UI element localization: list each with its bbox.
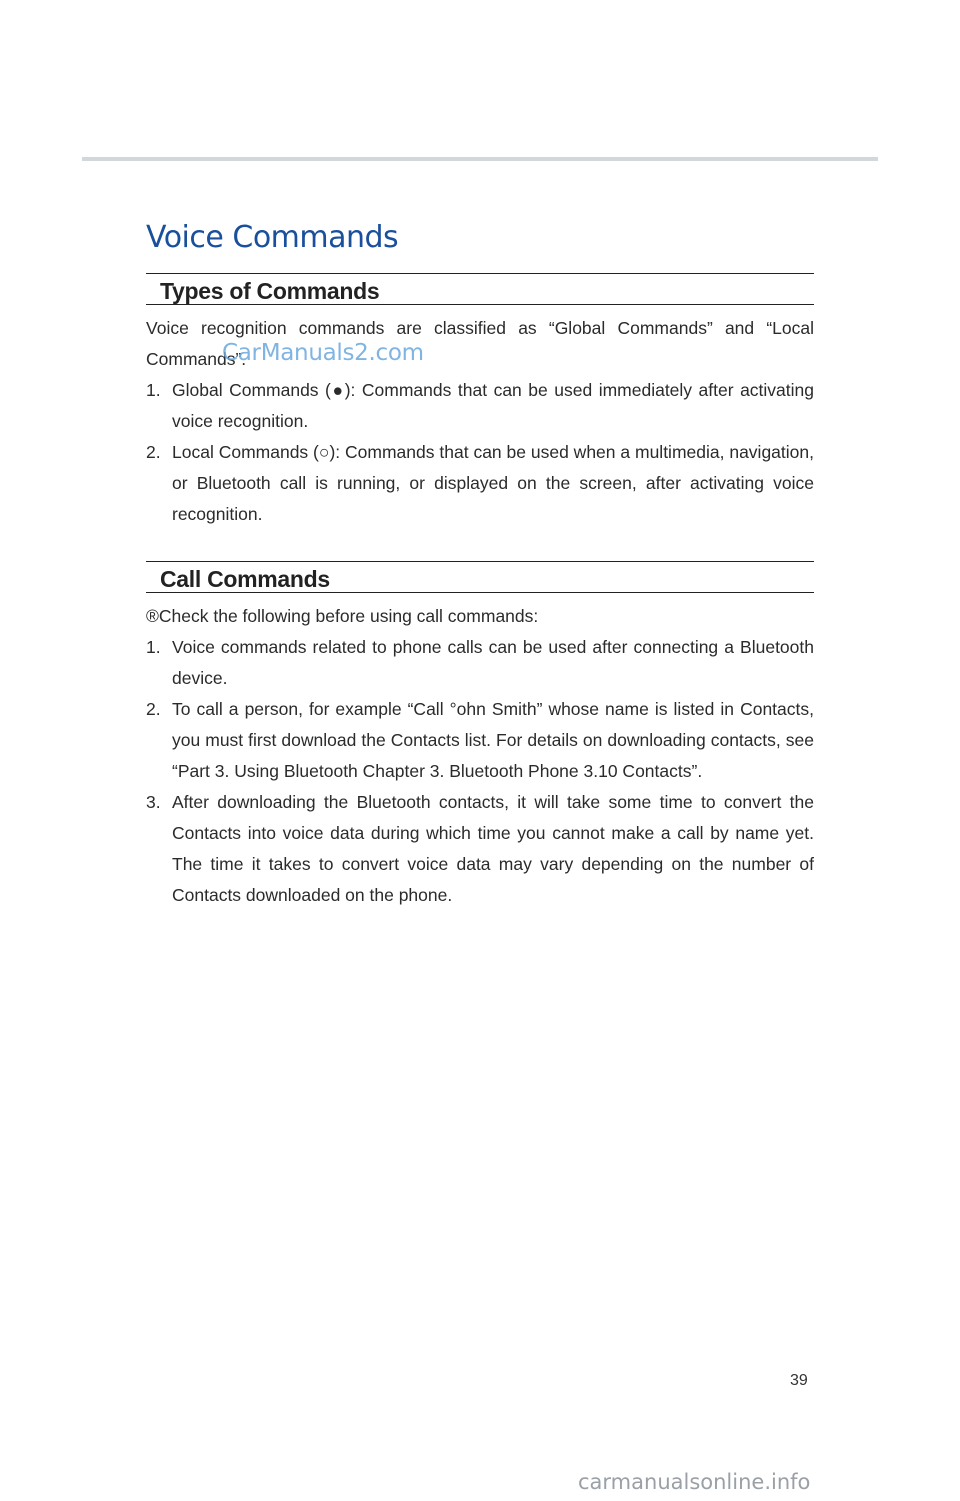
section-heading: Types of Commands [160,278,380,304]
watermark-top: CarManuals2.com [222,340,424,366]
list-item-number: 1. [146,637,161,657]
list-item-text: Voice commands related to phone calls can be used after connecting a Bluetooth device. [172,637,814,688]
section-intro: Voice recognition commands are classified as “Global Commands” and “Local Commands”. [146,318,814,369]
section-intro: ®Check the following before using call commands: [146,606,539,626]
section-call-commands [146,561,814,911]
list-item [146,437,814,530]
page-number: 39 [790,1372,808,1389]
list-item [146,787,814,911]
list-item [146,632,814,694]
list-item-number: 3. [146,792,161,812]
list-item-text: Global Commands (●): Commands that can be used immediately after activating voice recognition. [172,380,814,431]
section-heading-bar [146,561,814,593]
list-item-number: 1. [146,380,161,400]
section-heading-bar [146,273,814,305]
section-types-of-commands [146,273,814,530]
list-item [146,694,814,787]
top-divider [82,157,878,161]
watermark-bottom: carmanualsonline.info [578,1470,811,1494]
list-item [146,375,814,437]
list-item-text: After downloading the Bluetooth contacts, it will take some time to convert the Contacts into voice data during which time you cannot make a call by name yet. The time it takes to convert voice data may vary depending on the number of Contacts downloaded on the phone. [172,792,814,905]
list-item-text: Local Commands (○): Commands that can be used when a multimedia, navigation, or Bluetooth call is running, or displayed on the screen, after activating voice recognition. [172,442,814,524]
section-heading: Call Commands [160,566,330,592]
list-item-number: 2. [146,442,161,462]
list-item-number: 2. [146,699,161,719]
page-title: Voice Commands [146,220,399,256]
list-item-text: To call a person, for example “Call °ohn Smith” whose name is listed in Contacts, you must first download the Contacts list. For details on downloading contacts, see “Part 3. Using Bluetooth Chapter 3. Bluetooth Phone 3.10 Contacts”. [172,699,814,781]
